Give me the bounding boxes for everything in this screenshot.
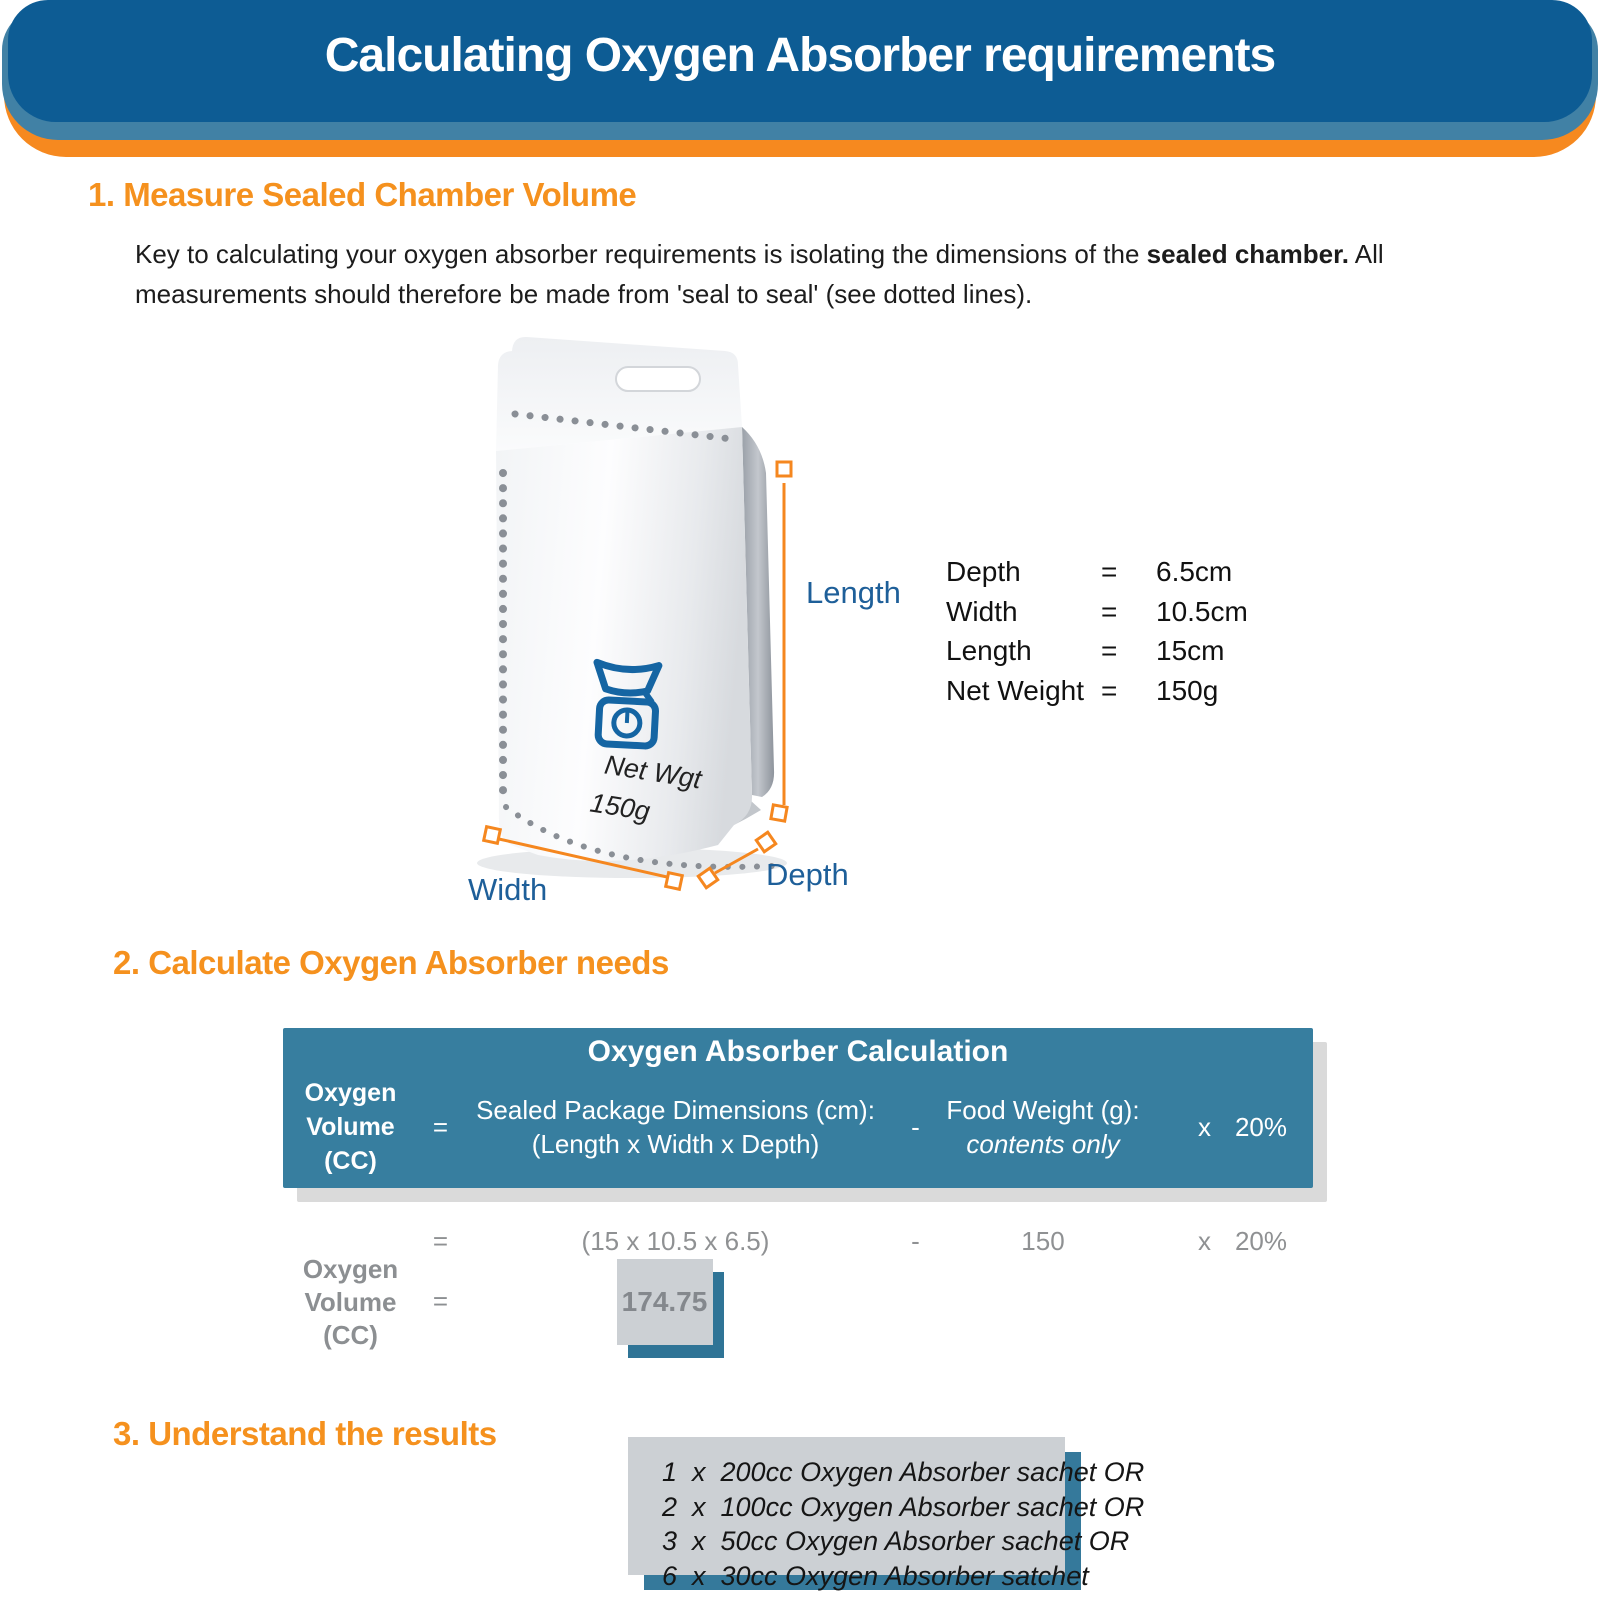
measurement-value: 10.5cm — [1156, 595, 1248, 627]
dimensions-values: (15 x 10.5 x 6.5) — [581, 1226, 770, 1257]
package-bag-image — [420, 315, 940, 930]
equals-sign: = — [1101, 595, 1118, 627]
measurement-label: Depth — [946, 556, 1021, 587]
minus-sign: - — [911, 1112, 920, 1143]
result-option: 1 x 200cc Oxygen Absorber sachet OR — [662, 1457, 1145, 1487]
length-label: Length — [806, 575, 901, 610]
minus-sign: - — [911, 1226, 920, 1257]
paragraph-bold: sealed chamber. — [1146, 239, 1350, 269]
measurement-label: Width — [946, 595, 1018, 627]
section2-heading: 2. Calculate Oxygen Absorber needs — [113, 944, 669, 981]
paragraph-text-1: Key to calculating your oxygen absorber requirements is isolating the dimensions of the — [135, 239, 1147, 269]
calculation-table-title: Oxygen Absorber Calculation — [587, 1035, 1009, 1068]
result-row — [283, 1250, 1313, 1354]
food-weight-cell: Food Weight (g): contents only — [946, 1095, 1140, 1159]
results-panel — [628, 1437, 1145, 1591]
net-weight-value: 150g — [588, 787, 653, 827]
measurement-value: 150g — [1156, 674, 1219, 706]
equals-sign: = — [1101, 556, 1118, 587]
oxygen-volume-label: Oxygen Volume (CC) — [304, 1079, 397, 1175]
section1-heading: 1. Measure Sealed Chamber Volume — [88, 176, 637, 213]
measurement-value: 6.5cm — [1156, 556, 1233, 587]
result-option: 2 x 100cc Oxygen Absorber sachet OR — [662, 1491, 1145, 1522]
measurement-label: Net Weight — [946, 674, 1084, 706]
paragraph-text-2: All measurements should therefore be made from 'seal to seal' (see dotted lines). — [135, 239, 1384, 310]
measurements-list — [946, 552, 1248, 710]
percent-value: 20% — [1234, 1226, 1287, 1257]
equals-sign: = — [432, 1226, 449, 1257]
depth-label: Depth — [766, 857, 849, 892]
equals-sign: = — [432, 1286, 449, 1317]
width-label: Width — [468, 872, 548, 907]
measurement-label: Length — [946, 635, 1032, 666]
equals-sign: = — [432, 1112, 449, 1143]
section1-paragraph — [135, 234, 1450, 315]
net-weight-text: Net Wgt — [602, 749, 704, 795]
measurement-value: 15cm — [1156, 635, 1225, 666]
section3-heading: 3. Understand the results — [113, 1415, 497, 1452]
multiply-sign: x — [1197, 1226, 1211, 1257]
calculation-header-row — [283, 1075, 1313, 1195]
food-weight-value: 150 — [1021, 1226, 1065, 1257]
percent-value: 20% — [1234, 1112, 1287, 1143]
dimensions-cell: Sealed Package Dimensions (cm): (Length x Width x Depth) — [476, 1095, 875, 1159]
multiply-sign: x — [1197, 1112, 1211, 1143]
result-option: 3 x 50cc Oxygen Absorber sachet OR — [662, 1526, 1130, 1556]
result-cell — [463, 1259, 888, 1345]
oxygen-volume-result-label: Oxygen Volume (CC) — [302, 1253, 399, 1350]
bag-hang-hole — [616, 367, 700, 391]
multiplier-cell — [1143, 1111, 1313, 1145]
equals-sign: = — [1101, 674, 1118, 706]
calculation-table — [283, 1028, 1313, 1188]
result-option: 6 x 30cc Oxygen Absorber satchet — [662, 1560, 1089, 1591]
result-value-box: 174.75 — [617, 1259, 713, 1345]
equals-sign: = — [1101, 635, 1118, 666]
page-title: Calculating Oxygen Absorber requirements — [324, 29, 1276, 82]
